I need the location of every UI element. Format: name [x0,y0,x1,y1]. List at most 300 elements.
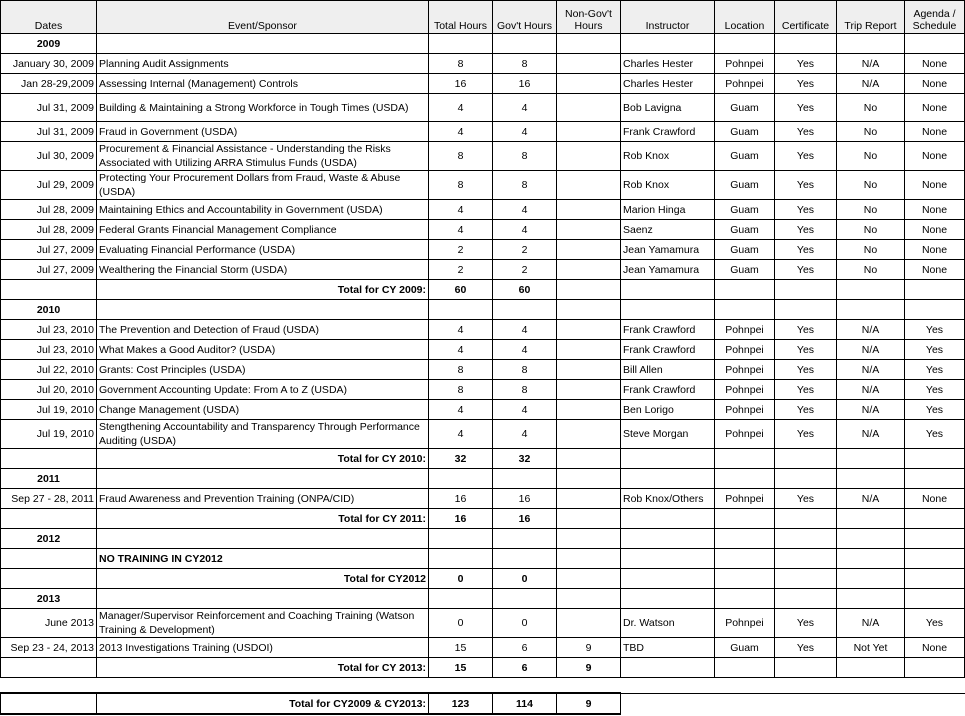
instructor-cell: Rob Knox [621,142,715,171]
nongovt-hours-cell [557,142,621,171]
header-dates: Dates [1,1,97,34]
header-certificate: Certificate [775,1,837,34]
total-hours-sum: 32 [429,449,493,469]
total-row [1,449,965,469]
empty-cell [775,280,837,300]
empty-cell [493,549,557,569]
event-cell: Planning Audit Assignments [97,54,429,74]
header-total-hours: Total Hours [429,1,493,34]
instructor-cell: Frank Crawford [621,320,715,340]
certificate-cell: Yes [775,220,837,240]
govt-hours-cell: 4 [493,400,557,420]
empty-cell [905,509,965,529]
certificate-cell: Yes [775,94,837,122]
location-cell: Guam [715,122,775,142]
table-row [1,380,965,400]
event-cell: Fraud in Government (USDA) [97,122,429,142]
instructor-cell: Frank Crawford [621,340,715,360]
event-cell: Federal Grants Financial Management Compliance [97,220,429,240]
empty-cell [557,34,621,54]
date-cell: June 2013 [1,609,97,638]
total-hours-cell: 0 [429,609,493,638]
empty-cell [905,549,965,569]
empty-cell [621,469,715,489]
trip-report-cell: No [837,142,905,171]
year-label: 2013 [1,589,97,609]
empty-cell [837,34,905,54]
empty-cell [1,658,97,678]
empty-cell [905,300,965,320]
empty-cell [715,549,775,569]
nongovt-hours-cell [557,200,621,220]
empty-cell [557,549,621,569]
empty-cell [429,549,493,569]
empty-cell [837,529,905,549]
empty-cell [429,589,493,609]
grand-total-gov: 114 [493,693,557,714]
table-row [1,200,965,220]
empty-cell [429,678,493,694]
nongovt-hours-sum [557,280,621,300]
instructor-cell: Rob Knox/Others [621,489,715,509]
empty-cell [905,569,965,589]
certificate-cell: Yes [775,260,837,280]
empty-cell [837,280,905,300]
govt-hours-cell: 8 [493,360,557,380]
govt-hours-cell: 6 [493,638,557,658]
empty-cell [97,529,429,549]
empty-cell [837,449,905,469]
total-label: Total for CY 2009: [97,280,429,300]
event-cell: Protecting Your Procurement Dollars from Fraud, Waste & Abuse (USDA) [97,171,429,200]
agenda-cell: None [905,142,965,171]
event-cell: The Prevention and Detection of Fraud (USDA) [97,320,429,340]
date-cell: Jul 31, 2009 [1,122,97,142]
total-row [1,569,965,589]
empty-cell [905,589,965,609]
empty-cell [621,678,715,694]
total-label: Total for CY2012 [97,569,429,589]
year-label: 2011 [1,469,97,489]
total-hours-cell: 4 [429,400,493,420]
agenda-cell: None [905,171,965,200]
no-training-row [1,549,965,569]
agenda-cell: Yes [905,340,965,360]
trip-report-cell: N/A [837,400,905,420]
trip-report-cell: No [837,240,905,260]
header-agenda: Agenda / Schedule [905,1,965,34]
instructor-cell: TBD [621,638,715,658]
empty-cell [621,280,715,300]
empty-cell [1,449,97,469]
total-hours-cell: 4 [429,420,493,449]
location-cell: Guam [715,260,775,280]
trip-report-cell: N/A [837,420,905,449]
govt-hours-cell: 16 [493,74,557,94]
table-row [1,340,965,360]
agenda-cell: Yes [905,400,965,420]
agenda-cell: None [905,220,965,240]
empty-cell [1,678,97,694]
instructor-cell: Ben Lorigo [621,400,715,420]
nongovt-hours-cell [557,320,621,340]
year-row [1,529,965,549]
agenda-cell: Yes [905,360,965,380]
date-cell: Jul 30, 2009 [1,142,97,171]
event-cell: What Makes a Good Auditor? (USDA) [97,340,429,360]
empty-cell [621,589,715,609]
empty-cell [493,529,557,549]
trip-report-cell: No [837,220,905,240]
nongovt-hours-cell [557,380,621,400]
date-cell: Jul 19, 2010 [1,420,97,449]
govt-hours-sum: 60 [493,280,557,300]
grand-total-label: Total for CY2009 & CY2013: [97,693,429,714]
govt-hours-cell: 8 [493,142,557,171]
govt-hours-sum: 32 [493,449,557,469]
nongovt-hours-cell [557,340,621,360]
empty-cell [493,589,557,609]
table-row [1,260,965,280]
govt-hours-cell: 8 [493,54,557,74]
header-event: Event/Sponsor [97,1,429,34]
nongovt-hours-cell [557,220,621,240]
table-row [1,360,965,380]
total-hours-cell: 8 [429,171,493,200]
location-cell: Guam [715,142,775,171]
table-row [1,240,965,260]
total-hours-cell: 4 [429,200,493,220]
total-hours-cell: 8 [429,380,493,400]
table-row [1,220,965,240]
location-cell: Pohnpei [715,380,775,400]
table-row [1,74,965,94]
trip-report-cell: No [837,200,905,220]
empty-cell [97,589,429,609]
table-row [1,609,965,638]
empty-cell [557,589,621,609]
total-hours-cell: 4 [429,220,493,240]
nongovt-hours-sum: 9 [557,658,621,678]
empty-cell [621,693,715,714]
total-hours-cell: 2 [429,260,493,280]
header-nongovt-hours: Non-Gov't Hours [557,1,621,34]
total-hours-sum: 60 [429,280,493,300]
govt-hours-sum: 16 [493,509,557,529]
empty-cell [429,300,493,320]
nongovt-hours-cell [557,420,621,449]
empty-cell [905,529,965,549]
year-label: 2009 [1,34,97,54]
empty-cell [837,693,905,714]
no-training-label: NO TRAINING IN CY2012 [97,549,429,569]
empty-cell [905,658,965,678]
date-cell: Sep 23 - 24, 2013 [1,638,97,658]
event-cell: Government Accounting Update: From A to Z (USDA) [97,380,429,400]
nongovt-hours-cell [557,122,621,142]
govt-hours-cell: 4 [493,94,557,122]
nongovt-hours-cell [557,489,621,509]
location-cell: Pohnpei [715,489,775,509]
date-cell: Jan 28-29,2009 [1,74,97,94]
nongovt-hours-sum [557,569,621,589]
date-cell: Jul 31, 2009 [1,94,97,122]
certificate-cell: Yes [775,380,837,400]
event-cell: Manager/Supervisor Reinforcement and Coaching Training (Watson Training & Development) [97,609,429,638]
event-cell: Change Management (USDA) [97,400,429,420]
empty-cell [905,469,965,489]
empty-cell [621,569,715,589]
location-cell: Guam [715,638,775,658]
year-row [1,300,965,320]
nongovt-hours-sum [557,509,621,529]
trip-report-cell: N/A [837,54,905,74]
empty-cell [97,469,429,489]
table-row [1,142,965,171]
empty-cell [1,509,97,529]
instructor-cell: Steve Morgan [621,420,715,449]
grand-total-row [1,693,965,714]
nongovt-hours-cell [557,360,621,380]
table-row [1,171,965,200]
certificate-cell: Yes [775,54,837,74]
location-cell: Pohnpei [715,360,775,380]
location-cell: Guam [715,200,775,220]
empty-cell [905,34,965,54]
location-cell: Pohnpei [715,54,775,74]
govt-hours-sum: 6 [493,658,557,678]
total-hours-cell: 4 [429,340,493,360]
date-cell: Jul 19, 2010 [1,400,97,420]
instructor-cell: Jean Yamamura [621,240,715,260]
total-hours-sum: 16 [429,509,493,529]
agenda-cell: None [905,240,965,260]
trip-report-cell: N/A [837,360,905,380]
nongovt-hours-cell [557,54,621,74]
nongovt-hours-cell: 9 [557,638,621,658]
nongovt-hours-cell [557,94,621,122]
empty-cell [775,449,837,469]
date-cell: Jul 20, 2010 [1,380,97,400]
table-row [1,489,965,509]
empty-cell [775,469,837,489]
grand-total-non: 9 [557,693,621,714]
location-cell: Guam [715,94,775,122]
empty-cell [775,509,837,529]
event-cell: Building & Maintaining a Strong Workforce in Tough Times (USDA) [97,94,429,122]
total-hours-cell: 15 [429,638,493,658]
empty-cell [775,300,837,320]
trip-report-cell: No [837,260,905,280]
trip-report-cell: No [837,94,905,122]
event-cell: Maintaining Ethics and Accountability in Government (USDA) [97,200,429,220]
instructor-cell: Saenz [621,220,715,240]
location-cell: Pohnpei [715,609,775,638]
empty-cell [715,509,775,529]
location-cell: Pohnpei [715,400,775,420]
agenda-cell: None [905,260,965,280]
agenda-cell: Yes [905,609,965,638]
instructor-cell: Dr. Watson [621,609,715,638]
date-cell: Jul 23, 2010 [1,340,97,360]
nongovt-hours-cell [557,260,621,280]
empty-cell [97,300,429,320]
total-row [1,280,965,300]
total-row [1,509,965,529]
date-cell: Jul 23, 2010 [1,320,97,340]
certificate-cell: Yes [775,400,837,420]
total-hours-sum: 15 [429,658,493,678]
table-row [1,94,965,122]
empty-cell [775,658,837,678]
total-hours-sum: 0 [429,569,493,589]
trip-report-cell: N/A [837,489,905,509]
govt-hours-cell: 4 [493,122,557,142]
trip-report-cell: N/A [837,380,905,400]
table-row [1,400,965,420]
empty-cell [557,469,621,489]
total-hours-cell: 16 [429,74,493,94]
agenda-cell: None [905,489,965,509]
empty-cell [557,529,621,549]
empty-cell [775,589,837,609]
instructor-cell: Charles Hester [621,54,715,74]
empty-cell [715,529,775,549]
header-row [1,1,965,34]
empty-cell [715,693,775,714]
govt-hours-cell: 16 [493,489,557,509]
certificate-cell: Yes [775,200,837,220]
empty-cell [621,658,715,678]
empty-cell [97,34,429,54]
instructor-cell: Marion Hinga [621,200,715,220]
location-cell: Guam [715,240,775,260]
empty-cell [621,549,715,569]
event-cell: Grants: Cost Principles (USDA) [97,360,429,380]
date-cell: January 30, 2009 [1,54,97,74]
table-row [1,320,965,340]
date-cell: Jul 22, 2010 [1,360,97,380]
empty-cell [775,693,837,714]
empty-cell [493,34,557,54]
certificate-cell: Yes [775,360,837,380]
year-label: 2010 [1,300,97,320]
date-cell: Jul 27, 2009 [1,240,97,260]
total-hours-cell: 2 [429,240,493,260]
empty-cell [1,569,97,589]
empty-cell [775,529,837,549]
instructor-cell: Frank Crawford [621,122,715,142]
nongovt-hours-cell [557,240,621,260]
trip-report-cell: N/A [837,609,905,638]
trip-report-cell: N/A [837,320,905,340]
empty-cell [837,678,905,694]
agenda-cell: None [905,638,965,658]
instructor-cell: Jean Yamamura [621,260,715,280]
event-cell: Procurement & Financial Assistance - Understanding the Risks Associated with Utilizing ARRA Stimulus Funds (USDA) [97,142,429,171]
trip-report-cell: N/A [837,74,905,94]
empty-cell [621,34,715,54]
empty-cell [557,678,621,694]
empty-cell [1,693,97,714]
total-label: Total for CY 2011: [97,509,429,529]
govt-hours-cell: 2 [493,260,557,280]
empty-cell [837,549,905,569]
nongovt-hours-cell [557,400,621,420]
certificate-cell: Yes [775,340,837,360]
agenda-cell: None [905,200,965,220]
empty-cell [715,569,775,589]
empty-cell [557,300,621,320]
empty-cell [493,678,557,694]
spacer-row [1,678,965,694]
empty-cell [715,449,775,469]
empty-cell [97,678,429,694]
empty-cell [621,529,715,549]
nongovt-hours-sum [557,449,621,469]
year-row [1,589,965,609]
total-hours-cell: 4 [429,94,493,122]
agenda-cell: Yes [905,420,965,449]
total-label: Total for CY 2010: [97,449,429,469]
header-location: Location [715,1,775,34]
total-label: Total for CY 2013: [97,658,429,678]
empty-cell [621,300,715,320]
empty-cell [905,280,965,300]
empty-cell [429,34,493,54]
empty-cell [715,469,775,489]
empty-cell [621,509,715,529]
total-hours-cell: 4 [429,122,493,142]
location-cell: Pohnpei [715,74,775,94]
header-govt-hours: Gov't Hours [493,1,557,34]
instructor-cell: Bill Allen [621,360,715,380]
instructor-cell: Charles Hester [621,74,715,94]
empty-cell [715,300,775,320]
govt-hours-sum: 0 [493,569,557,589]
empty-cell [429,529,493,549]
empty-cell [837,569,905,589]
empty-cell [1,549,97,569]
location-cell: Guam [715,171,775,200]
event-cell: Evaluating Financial Performance (USDA) [97,240,429,260]
empty-cell [775,34,837,54]
certificate-cell: Yes [775,420,837,449]
empty-cell [493,469,557,489]
date-cell: Jul 28, 2009 [1,220,97,240]
nongovt-hours-cell [557,74,621,94]
event-cell: 2013 Investigations Training (USDOI) [97,638,429,658]
govt-hours-cell: 0 [493,609,557,638]
total-hours-cell: 4 [429,320,493,340]
location-cell: Guam [715,220,775,240]
agenda-cell: Yes [905,380,965,400]
empty-cell [837,300,905,320]
empty-cell [775,549,837,569]
empty-cell [775,569,837,589]
empty-cell [493,300,557,320]
table-row [1,420,965,449]
total-hours-cell: 8 [429,54,493,74]
year-row [1,469,965,489]
certificate-cell: Yes [775,74,837,94]
empty-cell [715,280,775,300]
date-cell: Jul 27, 2009 [1,260,97,280]
agenda-cell: None [905,122,965,142]
empty-cell [715,658,775,678]
header-instructor: Instructor [621,1,715,34]
empty-cell [715,678,775,694]
